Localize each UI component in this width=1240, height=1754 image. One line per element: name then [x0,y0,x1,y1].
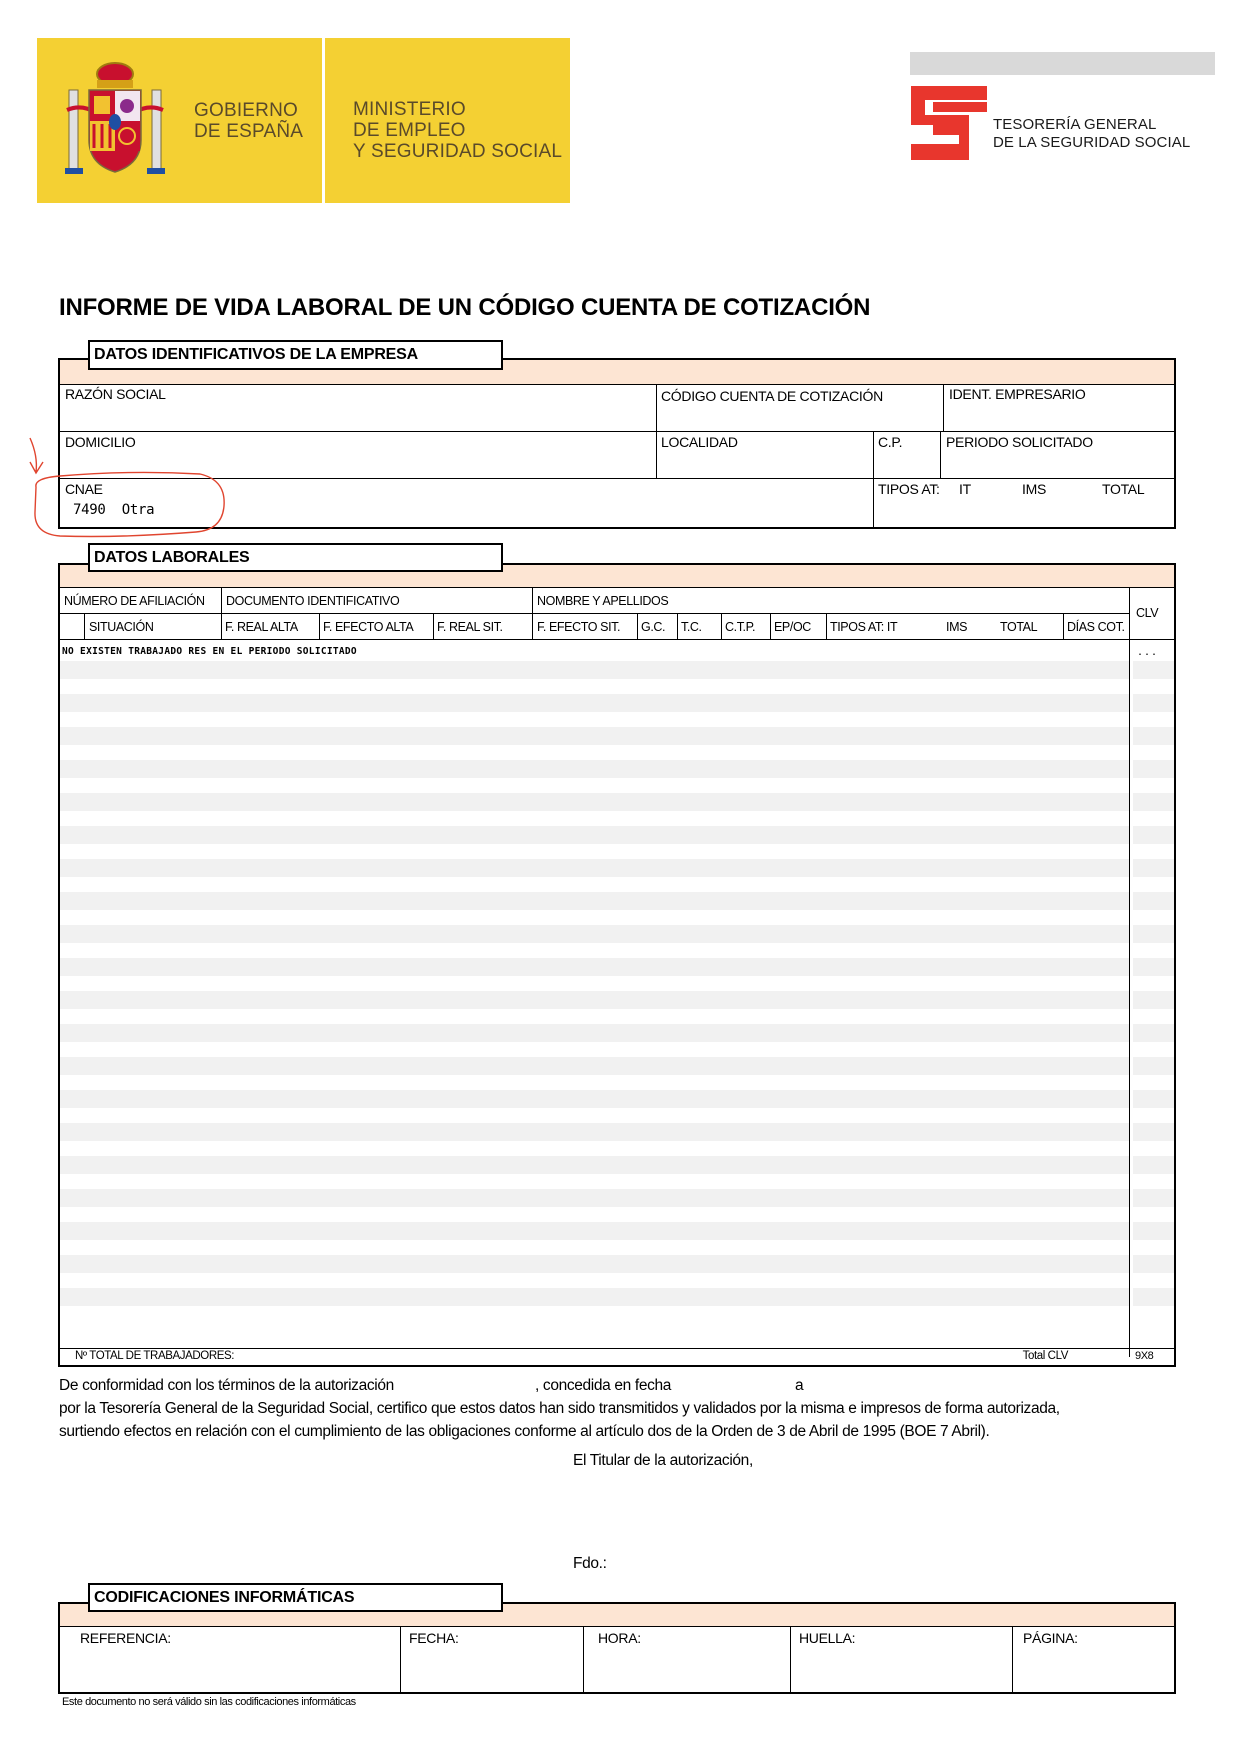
clv-row-stripe [1133,793,1174,811]
hdr-vrule-8 [677,613,678,639]
cert-line-1-part-c: a [795,1377,804,1394]
table-row-stripe [60,1090,1129,1108]
ims-label: IMS [1022,481,1046,497]
clv-row-stripe [1133,661,1174,679]
clv-row-stripe [1133,760,1174,778]
hdr-vrule-4 [221,613,222,639]
pagina-label: PÁGINA: [1023,1630,1078,1646]
total-trabajadores-label: Nº TOTAL DE TRABAJADORES: [75,1350,235,1362]
table-row-stripe [60,694,1129,712]
hdr-vrule-12 [1063,613,1064,639]
titular-label: El Titular de la autorización, [573,1452,753,1469]
f-efecto-sit-header: F. EFECTO SIT. [537,620,621,634]
codificaciones-footnote: Este documento no será válido sin las codificaciones informáticas [62,1696,356,1708]
clv-row-value: ... [1137,647,1159,658]
cod-vrule-1 [400,1626,401,1692]
empty-message: NO EXISTEN TRABAJADO RES EN EL PERIODO SOLICITADO [62,646,357,657]
gc-header: G.C. [641,620,666,634]
laborales-section [58,563,1176,1367]
tesoreria-line-2: DE LA SEGURIDAD SOCIAL [993,134,1191,151]
tipos-at-it-header: TIPOS AT: IT [830,620,898,634]
it-label: IT [959,481,971,497]
clv-row-stripe [1133,1255,1174,1273]
total-header: TOTAL [1000,620,1038,634]
footer-rule [60,1348,1174,1349]
clv-row-stripe [1133,1057,1174,1075]
clv-row-stripe [1133,991,1174,1009]
gobierno-espana-logo [37,38,570,203]
razon-social-label: RAZÓN SOCIAL [65,386,166,402]
cert-line-3: surtiendo efectos en relación con el cumplimiento de las obligaciones conforme al artículo dos de la Orden de 3 de Abril de 1995 (BOE 7 Abril). [59,1423,990,1440]
tesoreria-text [993,116,1190,152]
ident-empresario-label: IDENT. EMPRESARIO [949,386,1086,402]
f-real-sit-header: F. REAL SIT. [437,620,503,634]
table-row-stripe [60,1156,1129,1174]
cod-vrule-3 [790,1626,791,1692]
hdr-vrule-2 [532,587,533,639]
ministerio-text [353,99,562,162]
total-clv-label: Total CLV [1022,1350,1068,1362]
footer-code: 9X8 [1135,1350,1154,1362]
cnae-label: CNAE [65,481,103,497]
clv-header: CLV [1136,606,1159,620]
table-row-stripe [60,1222,1129,1240]
cod-vrule-4 [1012,1626,1013,1692]
f-real-alta-header: F. REAL ALTA [225,620,298,634]
hdr-vrule-9 [721,613,722,639]
cert-line-2: por la Tesorería General de la Seguridad Social, certifico que estos datos han sido transmitidos y validados por la misma e impresos de forma autorizada, [59,1400,1060,1417]
clv-row-stripe [1133,1090,1174,1108]
cnae-value: 7490 Otra [73,502,155,518]
huella-label: HUELLA: [799,1630,856,1646]
cp-label: C.P. [878,434,903,450]
hdr-vrule-6 [433,613,434,639]
tipos-at-label: TIPOS AT: [878,481,940,497]
gobierno-text [194,100,303,142]
cert-line-1 [59,1377,394,1395]
tc-header: T.C. [681,620,702,634]
f-efecto-alta-header: F. EFECTO ALTA [323,620,414,634]
hora-label: HORA: [598,1630,641,1646]
clv-row-stripe [1133,727,1174,745]
cod-vrule-2 [583,1626,584,1692]
logo-divider [322,38,325,203]
clv-row-stripe [1133,1189,1174,1207]
table-row-stripe [60,925,1129,943]
dias-cot-header: DÍAS COT. [1067,620,1125,634]
table-row-stripe [60,1024,1129,1042]
tesoreria-line-1: TESORERÍA GENERAL [993,116,1157,133]
domicilio-label: DOMICILIO [65,434,136,450]
fdo-label: Fdo.: [573,1555,607,1572]
tgss-top-bar [910,52,1215,75]
clv-row-stripe [1133,859,1174,877]
table-row-stripe [60,958,1129,976]
situacion-header: SITUACIÓN [89,620,154,634]
ccc-label: CÓDIGO CUENTA DE COTIZACIÓN [661,388,883,404]
codificaciones-section-label: CODIFICACIONES INFORMÁTICAS [88,1583,503,1612]
gobierno-line-1: GOBIERNO [194,100,299,121]
cert-line-1-part-b: , concedida en fecha [535,1377,672,1394]
num-afiliacion-header: NÚMERO DE AFILIACIÓN [64,594,205,608]
clv-column-rule [1129,587,1130,1357]
epoc-header: EP/OC [774,620,811,634]
header-rule-2 [60,639,1174,640]
tgss-logo-icon [911,86,987,160]
clv-row-stripe [1133,1222,1174,1240]
table-row-stripe [60,793,1129,811]
ministerio-line-2: DE EMPLEO [353,120,466,141]
clv-row-stripe [1133,892,1174,910]
clv-row-stripe [1133,1024,1174,1042]
table-row-stripe [60,859,1129,877]
coat-of-arms-icon [63,60,167,182]
ministerio-line-3: Y SEGURIDAD SOCIAL [353,141,563,162]
table-row-stripe [60,1189,1129,1207]
clv-row-stripe [1133,826,1174,844]
ims-header: IMS [946,620,968,634]
table-row-stripe [60,991,1129,1009]
table-row-stripe [60,727,1129,745]
clv-row-stripe [1133,1288,1174,1306]
periodo-label: PERIODO SOLICITADO [946,434,1093,450]
hdr-vrule-7 [637,613,638,639]
table-row-stripe [60,826,1129,844]
empresa-rule-2 [60,478,1174,479]
nombre-header: NOMBRE Y APELLIDOS [537,594,669,608]
ministerio-line-1: MINISTERIO [353,99,466,120]
laborales-section-label: DATOS LABORALES [88,543,503,572]
clv-row-stripe [1133,958,1174,976]
hdr-vrule-3 [84,613,85,639]
clv-row-stripe [1133,925,1174,943]
total-label: TOTAL [1102,481,1145,497]
gobierno-line-2: DE ESPAÑA [194,121,304,142]
hdr-vrule-10 [770,613,771,639]
clv-row-stripe [1133,694,1174,712]
referencia-label: REFERENCIA: [80,1630,171,1646]
document-title: INFORME DE VIDA LABORAL DE UN CÓDIGO CUENTA DE COTIZACIÓN [59,294,871,321]
table-row-stripe [60,1057,1129,1075]
table-row-stripe [60,1123,1129,1141]
hdr-vrule-11 [826,613,827,639]
table-row-stripe [60,661,1129,679]
fecha-label: FECHA: [409,1630,459,1646]
empresa-section [58,358,1176,529]
hdr-vrule-1 [221,587,222,613]
empresa-section-label: DATOS IDENTIFICATIVOS DE LA EMPRESA [88,340,503,370]
documento-header: DOCUMENTO IDENTIFICATIVO [226,594,400,608]
clv-row-stripe [1133,1123,1174,1141]
annotation-arrow-icon [30,438,43,473]
ctp-header: C.T.P. [725,620,756,634]
table-row-stripe [60,1255,1129,1273]
codificaciones-section [58,1602,1176,1694]
hdr-vrule-5 [319,613,320,639]
table-row-stripe [60,1288,1129,1306]
localidad-label: LOCALIDAD [661,434,738,450]
table-row-stripe [60,892,1129,910]
table-row-stripe [60,760,1129,778]
clv-row-stripe [1133,1156,1174,1174]
cert-line-1-part-a: De conformidad con los términos de la autorización [59,1377,394,1394]
